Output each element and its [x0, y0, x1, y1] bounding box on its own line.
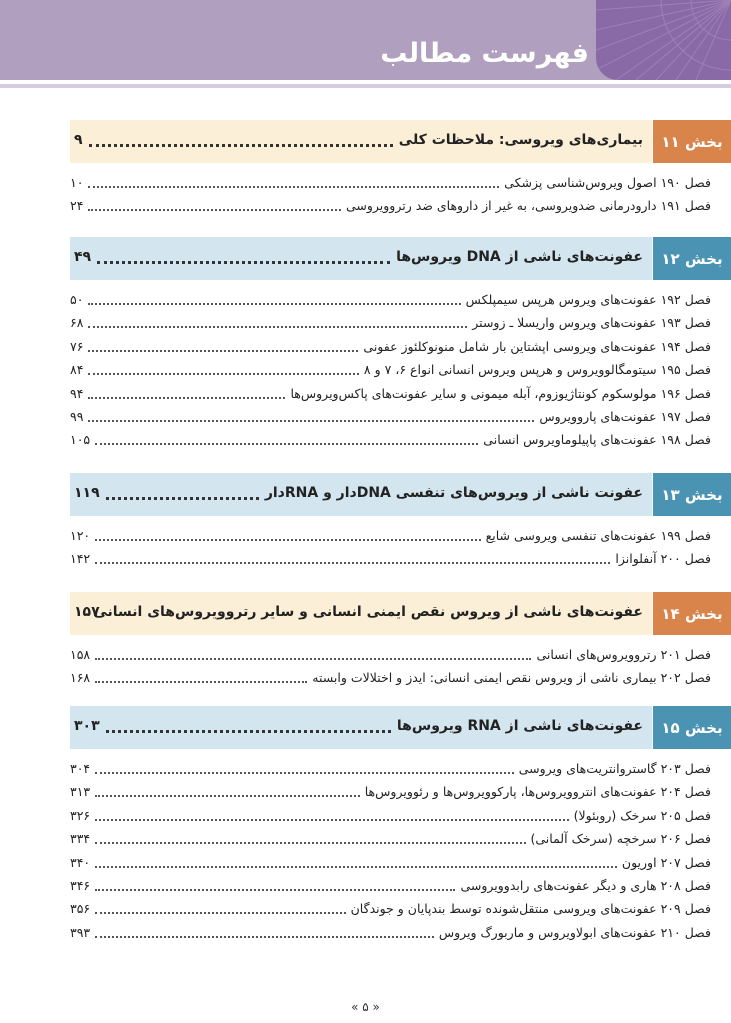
chapter-title: اوریون [621, 854, 657, 870]
chapter-word: فصل [684, 831, 711, 847]
leader-dots [88, 303, 460, 305]
section-header[interactable] [70, 237, 731, 280]
chapter-row[interactable] [70, 360, 711, 380]
leader-dots [95, 819, 568, 821]
chapter-word: فصل [684, 432, 711, 448]
chapter-page-number: ۵۰ [70, 292, 84, 307]
chapter-label [519, 761, 711, 776]
leader-dots [95, 562, 610, 564]
chapter-page-number: ۱۰۵ [70, 432, 91, 448]
section-page-number: ۱۵۷ [74, 604, 100, 620]
chapter-row[interactable] [70, 173, 711, 193]
chapter-row[interactable] [70, 526, 711, 546]
section-page-number: ۹ [74, 132, 83, 148]
chapter-page-number: ۹۹ [70, 409, 84, 424]
section-page-number: ۴۹ [74, 249, 92, 265]
chapter-label [364, 362, 711, 377]
chapter-row[interactable] [70, 853, 711, 873]
chapter-page-number: ۱۰ [70, 175, 84, 190]
leader-dots [106, 497, 259, 500]
chapter-page-number: ۲۴ [70, 198, 84, 214]
chapter-word: فصل [684, 198, 711, 214]
chapter-label [346, 198, 711, 213]
chapter-page-number: ۳۰۴ [70, 761, 91, 776]
chapter-page-number: ۱۲۰ [70, 528, 91, 543]
chapter-page-number: ۳۲۶ [70, 807, 91, 823]
chapter-title: مولوسکوم کونتاژیوزوم، آبله میمونی و سایر عفونت‌های پاکس‌ویروس‌ها [290, 385, 657, 401]
section-page-number: ۱۱۹ [74, 485, 100, 501]
chapter-number: ۲۱۰ [660, 924, 681, 940]
chapter-word: فصل [684, 409, 711, 424]
chapter-title: عفونت‌های تنفسی ویروسی شایع [485, 528, 657, 543]
section-label: بخش ۱۵ [653, 706, 731, 749]
leader-dots [88, 186, 499, 188]
chapter-label [439, 925, 711, 940]
chapter-title: سرخچه (سرخک آلمانی) [530, 831, 657, 847]
chapter-number: ۲۰۹ [660, 901, 681, 917]
chapter-label [312, 670, 711, 685]
chapter-word: فصل [684, 362, 711, 378]
chapter-word: فصل [684, 807, 711, 823]
chapter-label [622, 855, 711, 870]
leader-dots [106, 730, 391, 733]
chapter-page-number: ۳۱۳ [70, 784, 91, 800]
chapter-label [290, 386, 711, 401]
chapter-row[interactable] [70, 829, 711, 849]
chapter-number: ۲۰۲ [660, 670, 681, 686]
chapter-title: سرخک (روبئولا) [573, 807, 657, 823]
chapter-title: عفونت‌های پاپیلوماویروس انسانی [483, 432, 657, 448]
chapter-row[interactable] [70, 899, 711, 919]
chapter-row[interactable] [70, 668, 711, 688]
chapter-label [539, 409, 711, 424]
chapter-number: ۱۹۴ [660, 338, 681, 354]
chapter-word: فصل [684, 924, 711, 940]
chapter-page-number: ۳۵۶ [70, 901, 91, 917]
chapter-word: فصل [684, 761, 711, 776]
leader-dots [95, 889, 455, 891]
chapter-title: سیتومگالوویروس و هرپس ویروس انسانی انواع ۶، ۷ و ۸ [363, 362, 657, 378]
chapter-row[interactable] [70, 196, 711, 216]
chapter-number: ۲۰۰ [660, 551, 681, 567]
chapter-word: فصل [684, 854, 711, 870]
section-header[interactable] [70, 473, 731, 516]
chapter-title: عفونت‌های انتروویروس‌ها، پارکوویروس‌ها و رئوویروس‌ها [364, 784, 657, 800]
chapter-number: ۲۰۴ [660, 784, 681, 800]
section-header[interactable] [70, 706, 731, 749]
chapter-title: هاری و دیگر عفونت‌های رابدوویروسی [460, 878, 657, 893]
chapter-row[interactable] [70, 782, 711, 802]
leader-dots [95, 866, 617, 868]
chapter-number: ۲۰۵ [660, 807, 681, 823]
leader-dots [95, 443, 478, 445]
chapter-number: ۱۹۱ [660, 198, 681, 214]
leader-dots [88, 326, 467, 328]
section-label: بخش ۱۲ [653, 237, 731, 280]
section-label: بخش ۱۳ [653, 473, 731, 516]
chapter-row[interactable] [70, 759, 711, 779]
section-header[interactable] [70, 120, 731, 163]
header-divider [0, 84, 731, 88]
chapter-number: ۱۹۰ [660, 175, 681, 190]
leader-dots [89, 144, 393, 147]
chapter-label [472, 315, 711, 330]
chapter-word: فصل [684, 528, 711, 543]
leader-dots [95, 539, 480, 541]
chapter-word: فصل [684, 175, 711, 190]
leader-dots [88, 350, 358, 352]
chapter-title: عفونت‌های ویروسی اپشتاین بار شامل منونوکلئوز عفونی [363, 338, 657, 354]
leader-dots [95, 936, 434, 938]
chapter-title: عفونت‌های ویروس واریسلا ـ زوستر [472, 315, 657, 331]
chapter-row[interactable] [70, 430, 711, 450]
chapter-word: فصل [684, 878, 711, 893]
chapter-word: فصل [684, 670, 711, 686]
chapter-row[interactable] [70, 806, 711, 826]
leader-dots [88, 420, 534, 422]
chapter-page-number: ۱۴۲ [70, 551, 91, 567]
chapter-label [351, 901, 711, 916]
chapter-row[interactable] [70, 313, 711, 333]
leader-dots [95, 912, 345, 914]
leader-dots [95, 658, 531, 660]
chapter-label [466, 292, 711, 307]
chapter-label [486, 528, 711, 543]
chapter-page-number: ۱۵۸ [70, 647, 91, 662]
page-number: « ۵ » [351, 1000, 380, 1014]
chapter-row[interactable] [70, 876, 711, 896]
leader-dots [95, 681, 307, 683]
chapter-page-number: ۸۴ [70, 362, 84, 378]
chapter-label [460, 878, 711, 893]
chapter-row[interactable] [70, 290, 711, 310]
section-title: عفونت ناشی از ویروس‌های تنفسی DNAدار و RNAدار [264, 485, 643, 501]
chapter-label [536, 647, 711, 662]
chapter-number: ۱۹۹ [660, 528, 681, 543]
section-title: عفونت‌های ناشی از DNA ویروس‌ها [396, 249, 643, 265]
chapter-number: ۱۹۵ [660, 362, 681, 378]
chapter-row[interactable] [70, 923, 711, 943]
chapter-page-number: ۳۳۴ [70, 831, 91, 847]
chapter-number: ۱۹۳ [660, 315, 681, 331]
chapter-title: دارودرمانی ضدویروسی، به غیر از داروهای ضد رتروویروسی [345, 198, 657, 214]
chapter-title: بیماری ناشی از ویروس نقص ایمنی انسانی: ایدز و اختلالات وابسته [312, 670, 657, 686]
chapter-title: رتروویروس‌های انسانی [536, 647, 657, 662]
chapter-word: فصل [684, 551, 711, 567]
chapter-number: ۱۹۷ [660, 409, 681, 424]
chapter-page-number: ۷۶ [70, 338, 84, 354]
chapter-number: ۲۰۷ [660, 854, 681, 870]
page-title: فهرست مطالب [380, 38, 589, 69]
chapter-label [365, 784, 711, 799]
chapter-word: فصل [684, 647, 711, 662]
chapter-number: ۱۹۲ [660, 292, 681, 307]
chapter-title: آنفلوانزا [615, 551, 657, 567]
starburst-icon [596, 0, 731, 80]
leader-dots [88, 209, 341, 211]
section-label: بخش ۱۴ [653, 592, 731, 635]
chapter-word: فصل [684, 315, 711, 331]
section-label: بخش ۱۱ [653, 120, 731, 163]
chapter-number: ۱۹۸ [660, 432, 681, 448]
chapter-label [363, 339, 711, 354]
chapter-number: ۲۰۶ [660, 831, 681, 847]
chapter-row[interactable] [70, 645, 711, 665]
chapter-row[interactable] [70, 384, 711, 404]
leader-dots [95, 795, 360, 797]
leader-dots [88, 397, 285, 399]
section-page-number: ۳۰۳ [74, 718, 100, 734]
section-header[interactable] [70, 592, 731, 635]
chapter-title: گاستروانتریت‌های ویروسی [518, 761, 657, 776]
chapter-label [531, 831, 712, 846]
chapter-page-number: ۳۴۰ [70, 854, 91, 870]
chapter-row[interactable] [70, 549, 711, 569]
leader-dots [88, 373, 358, 375]
chapter-number: ۲۰۳ [660, 761, 681, 776]
chapter-word: فصل [684, 385, 711, 401]
chapter-label [504, 175, 711, 190]
section-title: عفونت‌های ناشی از RNA ویروس‌ها [396, 718, 643, 734]
chapter-word: فصل [684, 784, 711, 800]
chapter-title: عفونت‌های پاروویروس [539, 409, 657, 424]
chapter-title: عفونت‌های ویروسی منتقل‌شونده توسط بندپایان و جوندگان [350, 901, 657, 917]
chapter-word: فصل [684, 338, 711, 354]
chapter-title: عفونت‌های ویروس هرپس سیمپلکس [465, 292, 657, 307]
chapter-page-number: ۶۸ [70, 315, 84, 331]
section-title: عفونت‌های ناشی از ویروس نقص ایمنی انسانی و سایر رتروویروس‌های انسانی [93, 604, 643, 620]
chapter-word: فصل [684, 292, 711, 307]
chapter-number: ۱۹۶ [660, 385, 681, 401]
chapter-label [483, 432, 711, 447]
leader-dots [97, 261, 390, 264]
corner-decoration [596, 0, 731, 80]
chapter-title: اصول ویروس‌شناسی پزشکی [504, 175, 657, 190]
chapter-page-number: ۳۴۶ [70, 878, 91, 893]
chapter-row[interactable] [70, 337, 711, 357]
chapter-page-number: ۹۴ [70, 385, 84, 401]
chapter-page-number: ۳۹۳ [70, 924, 91, 940]
section-title: بیماری‌های ویروسی: ملاحظات کلی [398, 132, 643, 148]
chapter-row[interactable] [70, 407, 711, 427]
chapter-number: ۲۰۱ [660, 647, 681, 662]
leader-dots [95, 842, 525, 844]
chapter-title: عفونت‌های ابولاویروس و ماربورگ ویروس [438, 924, 657, 940]
chapter-number: ۲۰۸ [660, 878, 681, 893]
chapter-word: فصل [684, 901, 711, 917]
leader-dots [95, 772, 514, 774]
chapter-label [615, 551, 711, 566]
chapter-page-number: ۱۶۸ [70, 670, 91, 686]
chapter-label [574, 808, 711, 823]
